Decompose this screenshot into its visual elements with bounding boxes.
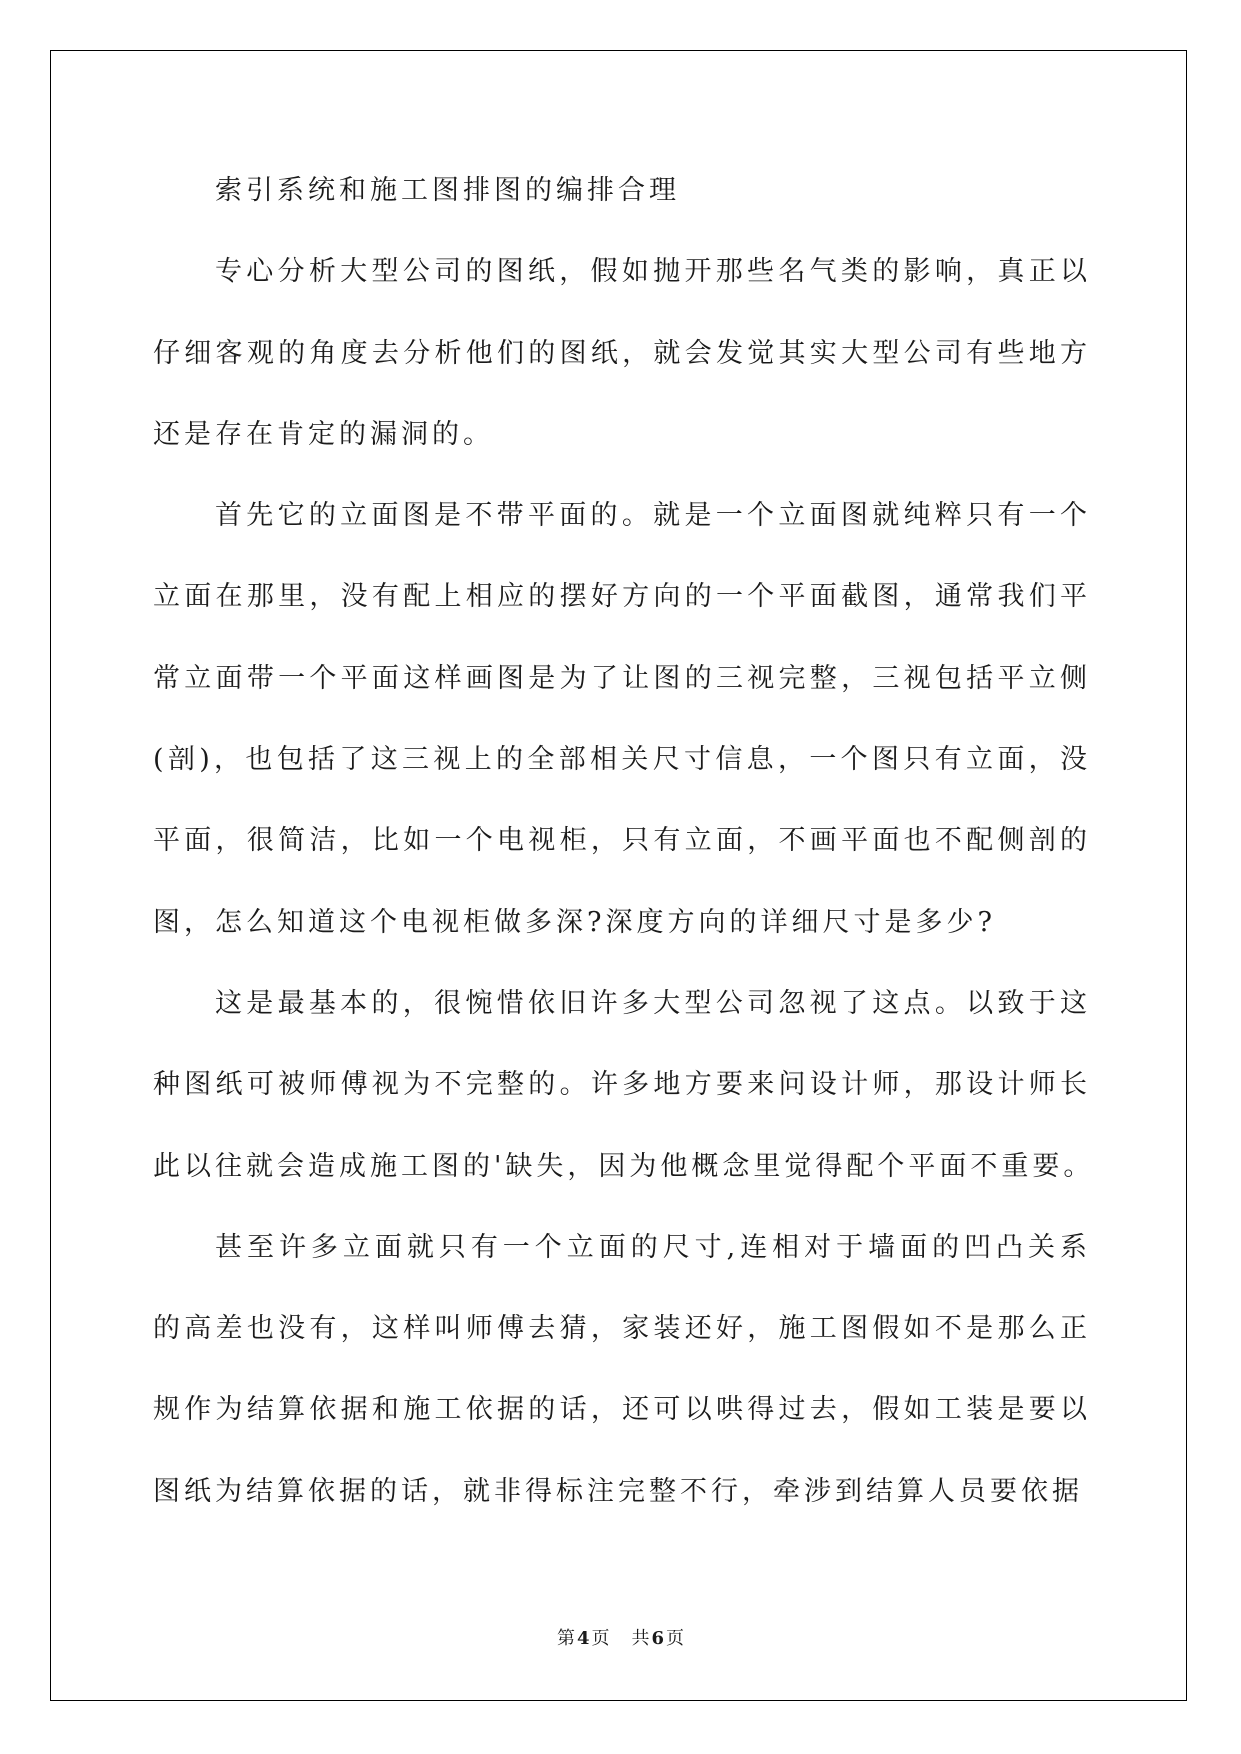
text-line: 立面在那里，没有配上相应的摆好方向的一个平面截图，通常我们平 — [153, 581, 1091, 613]
text-line: 还是存在肯定的漏洞的。 — [153, 418, 494, 450]
text-line: 甚至许多立面就只有一个立面的尺寸,连相对于墙面的凹凸关系 — [215, 1231, 1091, 1263]
text-line: 规作为结算依据和施工依据的话，还可以哄得过去，假如工装是要以 — [153, 1394, 1091, 1426]
text-line: 首先它的立面图是不带平面的。就是一个立面图就纯粹只有一个 — [215, 500, 1091, 532]
text-line: 图纸为结算依据的话，就非得标注完整不行，牵涉到结算人员要依据 — [153, 1475, 1083, 1507]
text-line: 的高差也没有，这样叫师傅去猜，家装还好，施工图假如不是那么正 — [153, 1313, 1091, 1345]
total-pages: 6 — [651, 1628, 665, 1649]
total-prefix: 共 — [631, 1628, 650, 1649]
text-line: 此以往就会造成施工图的'缺失，因为他概念里觉得配个平面不重要。 — [153, 1150, 1095, 1182]
current-page-indicator — [557, 1628, 610, 1649]
paragraph — [153, 150, 1091, 231]
page-prefix: 第 — [556, 1628, 575, 1649]
text-line: 仔细客观的角度去分析他们的图纸，就会发觉其实大型公司有些地方 — [153, 337, 1091, 369]
page-suffix: 页 — [591, 1628, 610, 1649]
text-line: 这是最基本的，很惋惜依旧许多大型公司忽视了这点。以致于这 — [215, 987, 1091, 1019]
page-number: 4 — [576, 1628, 590, 1649]
total-pages-indicator — [632, 1628, 685, 1649]
paragraph — [153, 231, 1091, 475]
document-body — [153, 150, 1095, 1532]
text-line: 种图纸可被师傅视为不完整的。许多地方要来问设计师，那设计师长 — [153, 1069, 1091, 1101]
paragraph — [153, 963, 1095, 1207]
text-line: 常立面带一个平面这样画图是为了让图的三视完整，三视包括平立侧 — [153, 662, 1091, 694]
text-line: 平面，很简洁，比如一个电视柜，只有立面，不画平面也不配侧剖的 — [153, 825, 1091, 857]
total-suffix: 页 — [666, 1628, 685, 1649]
text-line: 索引系统和施工图排图的编排合理 — [215, 175, 680, 206]
text-line: 专心分析大型公司的图纸，假如抛开那些名气类的影响，真正以 — [215, 256, 1091, 288]
paragraph — [153, 1207, 1091, 1532]
page-footer — [0, 1627, 1241, 1651]
paragraph — [153, 475, 1091, 963]
text-line: 图，怎么知道这个电视柜做多深?深度方向的详细尺寸是多少? — [153, 906, 996, 938]
text-line: (剖)，也包括了这三视上的全部相关尺寸信息，一个图只有立面，没 — [153, 744, 1091, 776]
